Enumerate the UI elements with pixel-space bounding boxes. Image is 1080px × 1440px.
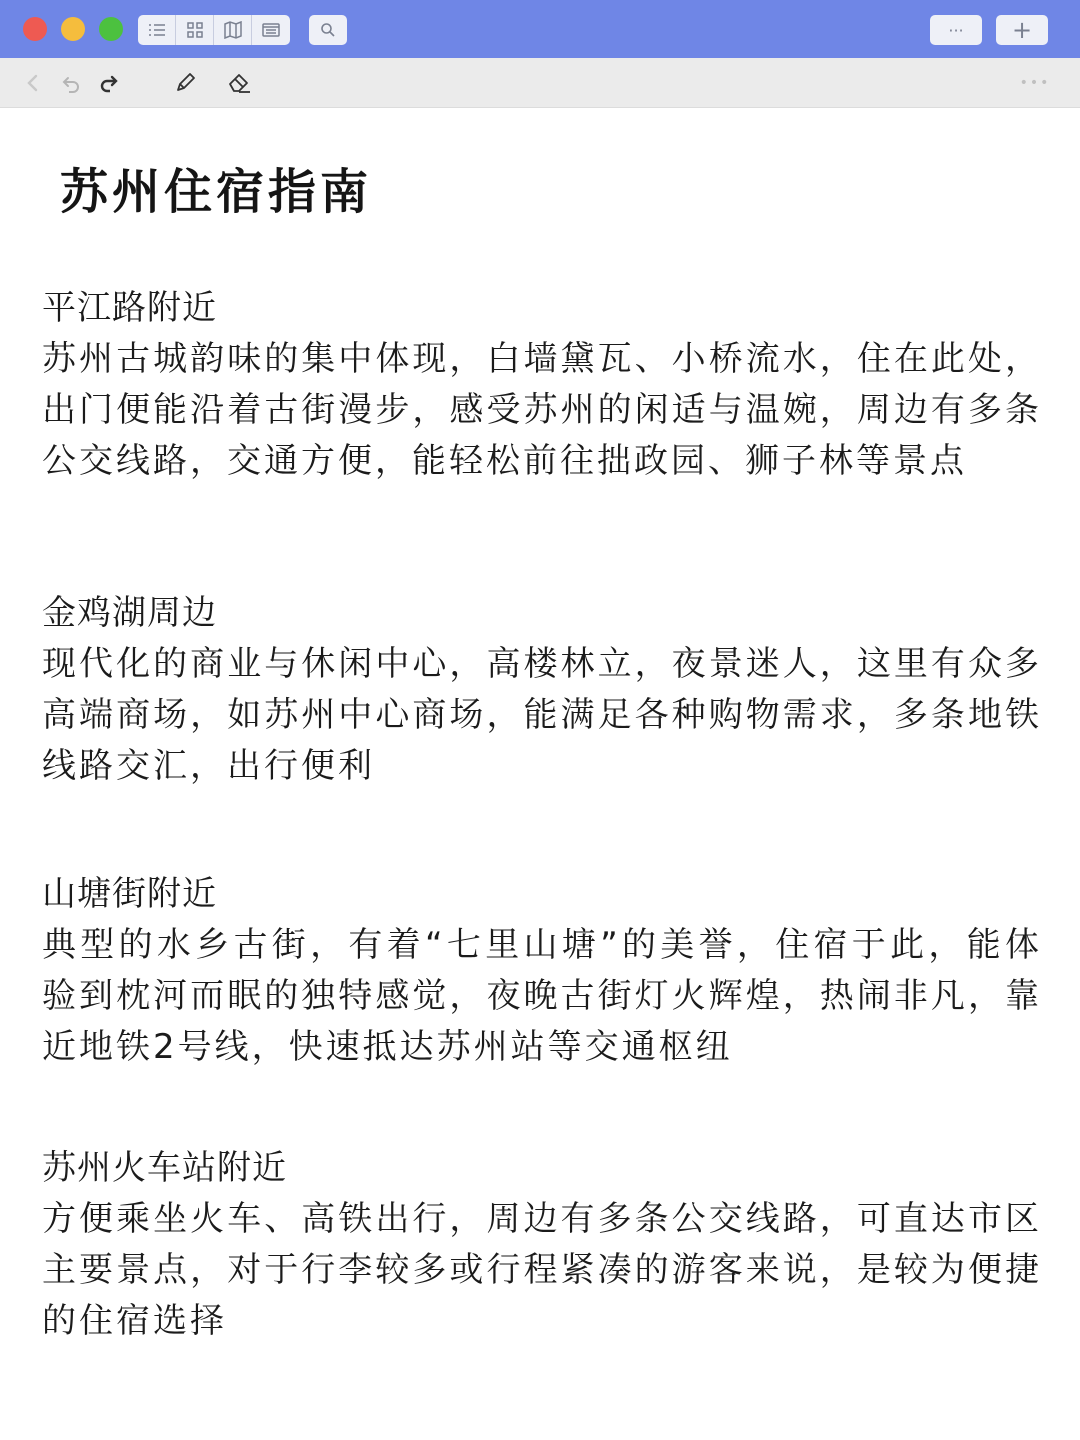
- undo-button[interactable]: [56, 68, 86, 98]
- eraser-icon: [226, 71, 252, 95]
- grid-icon: [186, 21, 204, 39]
- close-dot[interactable]: [23, 17, 47, 41]
- map-icon: [223, 21, 243, 39]
- section-heading: 平江路附近: [42, 288, 217, 328]
- section-pingjiang-road: [42, 282, 1042, 487]
- more-label: ···: [948, 20, 964, 40]
- view-switcher: [138, 15, 290, 45]
- back-icon: [26, 73, 40, 93]
- undo-icon: [60, 73, 82, 93]
- eraser-button[interactable]: [224, 68, 254, 98]
- editing-toolbar: [0, 58, 1080, 108]
- add-button[interactable]: [996, 15, 1048, 45]
- window-icon: [261, 22, 281, 38]
- list-icon: [147, 22, 167, 38]
- minimize-dot[interactable]: [61, 17, 85, 41]
- back-button[interactable]: [18, 68, 48, 98]
- zoom-dot[interactable]: [99, 17, 123, 41]
- list-view-button[interactable]: [138, 15, 176, 45]
- page-title: 苏州住宿指南: [60, 164, 373, 220]
- section-jinji-lake: [42, 587, 1042, 792]
- redo-button[interactable]: [94, 68, 124, 98]
- add-label: +: [1011, 16, 1033, 44]
- redo-icon: [98, 73, 120, 93]
- toolbar-more-button[interactable]: [1010, 68, 1060, 98]
- section-heading: 金鸡湖周边: [42, 593, 217, 633]
- title-bar: [0, 0, 1080, 58]
- section-heading: 苏州火车站附近: [42, 1148, 287, 1188]
- grid-view-button[interactable]: [176, 15, 214, 45]
- pen-button[interactable]: [170, 68, 200, 98]
- section-heading: 山塘街附近: [42, 874, 217, 914]
- window-view-button[interactable]: [252, 15, 290, 45]
- section-shantang-street: [42, 868, 1042, 1073]
- search-icon: [320, 22, 336, 38]
- section-body: 典型的水乡古街，有着“七里山塘”的美誉，住宿于此，能体验到枕河而眠的独特感觉，夜晚古街灯火辉煌，热闹非凡，靠近地铁2号线，快速抵达苏州站等交通枢纽: [42, 925, 1042, 1067]
- section-body: 苏州古城韵味的集中体现，白墙黛瓦、小桥流水，住在此处，出门便能沿着古街漫步，感受苏州的闲适与温婉，周边有多条公交线路，交通方便，能轻松前往拙政园、狮子林等景点: [42, 339, 1042, 481]
- note-content[interactable]: [0, 108, 1080, 1440]
- more-icon: •••: [1019, 75, 1051, 91]
- section-railway-station: [42, 1142, 1042, 1347]
- section-body: 方便乘坐火车、高铁出行，周边有多条公交线路，可直达市区主要景点，对于行李较多或行程紧凑的游客来说，是较为便捷的住宿选择: [42, 1199, 1042, 1341]
- section-body: 现代化的商业与休闲中心，高楼林立，夜景迷人，这里有众多高端商场，如苏州中心商场，能满足各种购物需求，多条地铁线路交汇，出行便利: [42, 644, 1042, 786]
- map-view-button[interactable]: [214, 15, 252, 45]
- more-button[interactable]: [930, 15, 982, 45]
- pen-icon: [173, 71, 197, 95]
- search-button[interactable]: [309, 15, 347, 45]
